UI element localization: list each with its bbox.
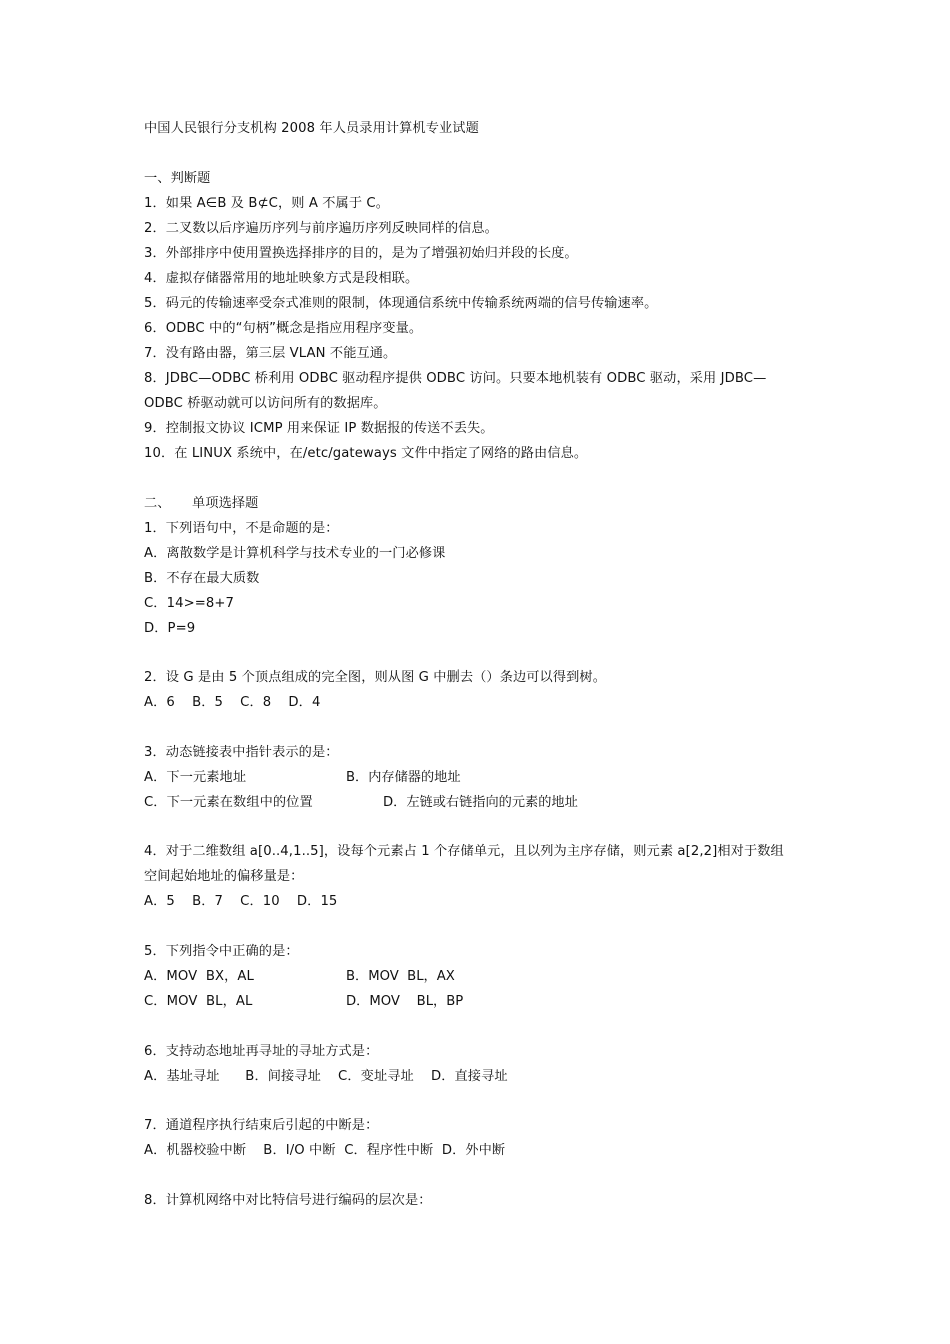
q4-options: A．5 B．7 C．10 D．15: [144, 894, 338, 909]
q2-options: A．6 B．5 C．8 D．4: [144, 695, 321, 710]
q4-stem-line-1: 4．对于二维数组 a[0..4,1..5]，设每个元素占 1 个存储单元，且以列为主序存储，则元素 a[2,2]相对于数组: [144, 844, 784, 859]
q7-options: A．机器校验中断 B．I/O 中断 C．程序性中断 D．外中断: [144, 1143, 506, 1158]
q5-stem: 5．下列指令中正确的是：: [144, 944, 299, 959]
tf-item-8-line-2: ODBC 桥驱动就可以访问所有的数据库。: [144, 396, 387, 411]
tf-item-5: 5．码元的传输速率受奈式准则的限制，体现通信系统中传输系统两端的信号传输速率。: [144, 296, 658, 311]
tf-item-10: 10．在 LINUX 系统中，在/etc/gateways 文件中指定了网络的路由信息。: [144, 446, 588, 461]
tf-item-9: 9．控制报文协议 ICMP 用来保证 IP 数据报的传送不丢失。: [144, 421, 494, 436]
q3-stem: 3．动态链接表中指针表示的是：: [144, 745, 339, 760]
q8-stem: 8．计算机网络中对比特信号进行编码的层次是：: [144, 1193, 432, 1208]
section-heading-single-choice: 二、 单项选择题: [144, 496, 259, 511]
q1-stem: 1．下列语句中，不是命题的是：: [144, 521, 339, 536]
q1-option-c: C．14>=8+7: [144, 596, 235, 611]
q6-options: A．基址寻址 B．间接寻址 C．变址寻址 D．直接寻址: [144, 1069, 508, 1084]
document-title: 中国人民银行分支机构 2008 年人员录用计算机专业试题: [144, 121, 479, 136]
q3-option-d: D．左链或右链指向的元素的地址: [383, 795, 578, 810]
q5-option-b: B．MOV BL，AX: [346, 969, 455, 984]
q4-stem-line-2: 空间起始地址的偏移量是：: [144, 869, 304, 884]
q6-stem: 6．支持动态地址再寻址的寻址方式是：: [144, 1044, 379, 1059]
tf-item-8-line-1: 8．JDBC—ODBC 桥利用 ODBC 驱动程序提供 ODBC 访问。只要本地机装有 ODBC 驱动，采用 JDBC—: [144, 371, 767, 386]
q7-stem: 7．通道程序执行结束后引起的中断是：: [144, 1118, 379, 1133]
tf-item-4: 4．虚拟存储器常用的地址映象方式是段相联。: [144, 271, 419, 286]
q3-option-c: C．下一元素在数组中的位置: [144, 795, 313, 810]
q3-option-a: A．下一元素地址: [144, 770, 247, 785]
q5-option-d: D．MOV BL，BP: [346, 994, 464, 1009]
tf-item-6: 6．ODBC 中的“句柄”概念是指应用程序变量。: [144, 321, 423, 336]
q2-stem: 2．设 G 是由 5 个顶点组成的完全图，则从图 G 中删去（）条边可以得到树。: [144, 670, 606, 685]
q1-option-d: D．P=9: [144, 621, 196, 636]
tf-item-1: 1．如果 A∈B 及 B⊄C，则 A 不属于 C。: [144, 196, 390, 211]
q5-option-a: A．MOV BX，AL: [144, 969, 254, 984]
q3-option-b: B．内存储器的地址: [346, 770, 461, 785]
section-heading-true-false: 一、判断题: [144, 171, 211, 186]
tf-item-7: 7．没有路由器，第三层 VLAN 不能互通。: [144, 346, 397, 361]
q1-option-b: B．不存在最大质数: [144, 571, 260, 586]
tf-item-2: 2．二叉数以后序遍历序列与前序遍历序列反映同样的信息。: [144, 221, 498, 236]
tf-item-3: 3．外部排序中使用置换选择排序的目的，是为了增强初始归并段的长度。: [144, 246, 578, 261]
q1-option-a: A．离散数学是计算机科学与技术专业的一门必修课: [144, 546, 446, 561]
q5-option-c: C．MOV BL，AL: [144, 994, 253, 1009]
